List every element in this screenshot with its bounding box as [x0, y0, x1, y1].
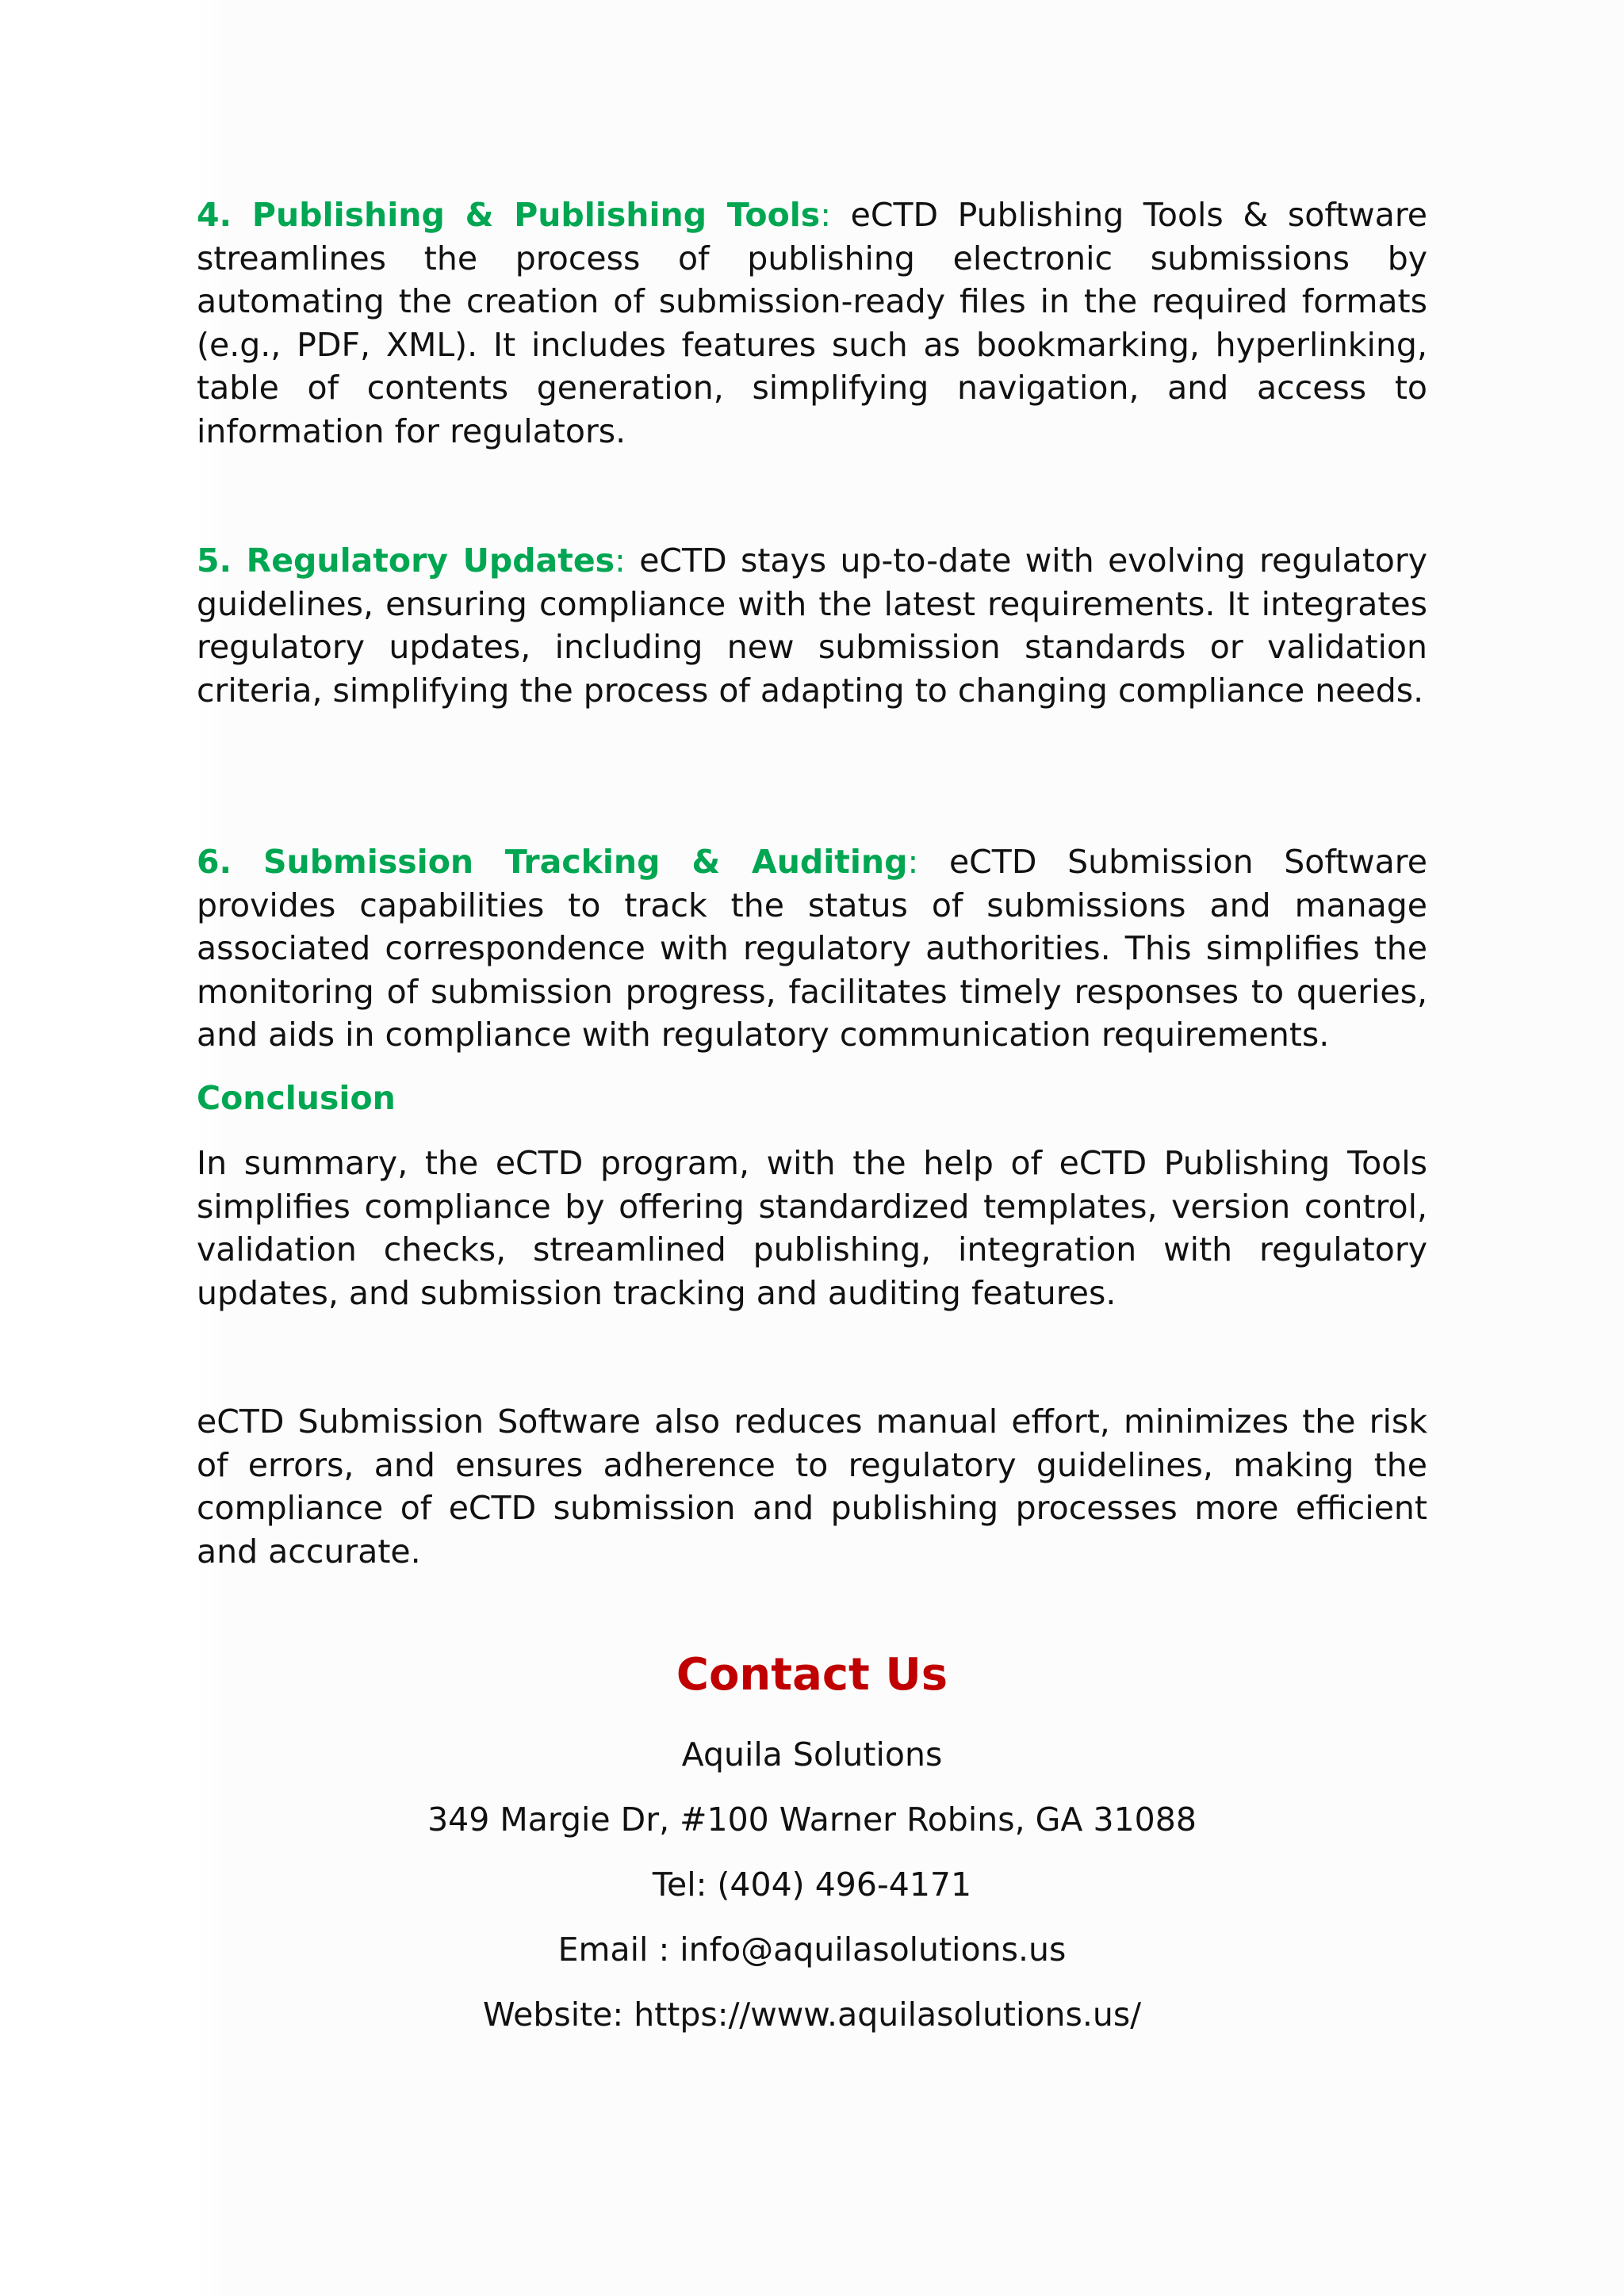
section-body: eCTD Publishing Tools & software streamlines the process of publishing electronic submissions by automating the creation of submission-ready files in the required formats (e.g., PDF, XML). It includes features such as bookmarking, hyperlinking, table of contents generation, simplifying navigation, and access to information for regulators.	[197, 196, 1427, 450]
contact-title: Contact Us	[676, 1649, 948, 1701]
section-paragraph	[197, 840, 1427, 1057]
section-paragraph	[197, 539, 1427, 712]
conclusion-text: eCTD Submission Software also reduces manual effort, minimizes the risk of errors, and ensures adherence to regulatory guidelines, making the compliance of eCTD submission and publishing processes more efficient and accurate.	[197, 1402, 1427, 1571]
section-body: eCTD stays up-to-date with evolving regulatory guidelines, ensuring compliance with the latest requirements. It integrates regulatory updates, including new submission standards or validation criteria, simplifying the process of adapting to changing compliance needs.	[197, 541, 1428, 710]
contact-company: Aquila Solutions	[681, 1735, 943, 1774]
contact-block	[0, 1647, 1624, 2034]
conclusion-text: In summary, the eCTD program, with the help of eCTD Publishing Tools simplifies compliance by offering standardized templates, version control, validation checks, streamlined publishing, integration with regulatory updates, and submission tracking and auditing features.	[197, 1144, 1427, 1312]
contact-website[interactable]: Website: https://www.aquilasolutions.us/	[482, 1996, 1142, 2034]
conclusion-heading: Conclusion	[197, 1079, 396, 1117]
section-regulatory-updates	[197, 539, 1427, 712]
section-heading: 5. Regulatory Updates	[197, 541, 615, 580]
section-paragraph	[197, 193, 1427, 453]
section-heading: 4. Publishing & Publishing Tools	[197, 196, 821, 234]
heading-colon: :	[907, 843, 919, 881]
conclusion-paragraph-1	[197, 1142, 1427, 1314]
contact-email[interactable]: Email : info@aquilasolutions.us	[557, 1931, 1067, 1969]
heading-colon: :	[820, 196, 832, 234]
heading-colon: :	[615, 541, 626, 580]
conclusion-paragraph-2	[197, 1400, 1427, 1573]
section-heading: 6. Submission Tracking & Auditing	[197, 843, 908, 881]
contact-phone[interactable]: Tel: (404) 496-4171	[652, 1866, 972, 1904]
section-body: eCTD Submission Software provides capabilities to track the status of submissions and manage associated correspondence with regulatory authorities. This simplifies the monitoring of submission progress, facilitates timely responses to queries, and aids in compliance with regulatory communication requirements.	[197, 843, 1427, 1054]
section-submission-tracking	[197, 840, 1427, 1057]
section-publishing-tools	[197, 193, 1427, 453]
contact-address: 349 Margie Dr, #100 Warner Robins, GA 31088	[427, 1800, 1197, 1839]
